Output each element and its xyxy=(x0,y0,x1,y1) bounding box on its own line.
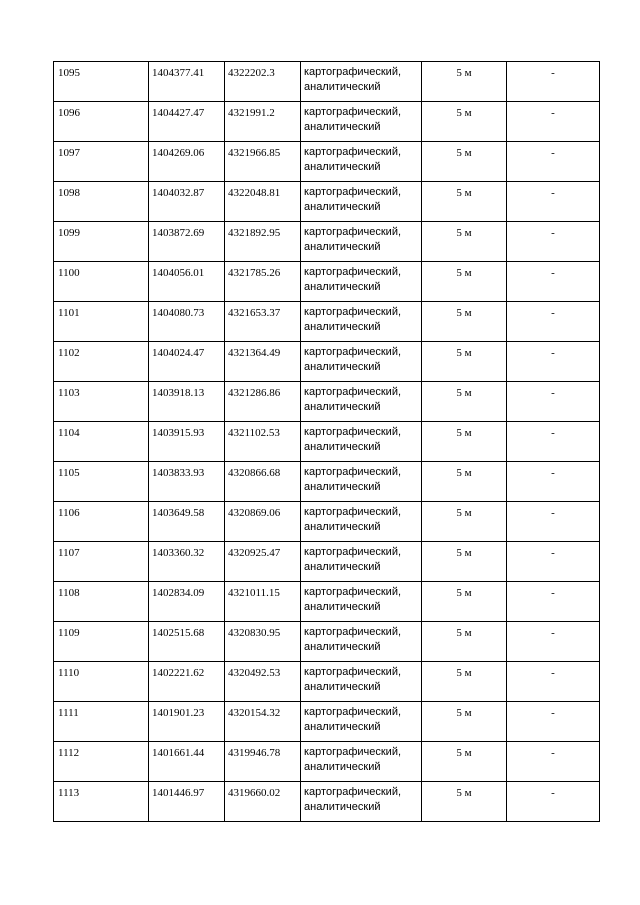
point-number: 1099 xyxy=(54,222,149,262)
determination-method: картографический, аналитический xyxy=(301,182,422,222)
coordinate-y: 4320866.68 xyxy=(225,462,301,502)
coordinate-y: 4321102.53 xyxy=(225,422,301,462)
determination-method: картографический, аналитический xyxy=(301,462,422,502)
point-number: 1100 xyxy=(54,262,149,302)
table-row xyxy=(54,462,600,502)
note: - xyxy=(507,542,600,582)
point-number: 1107 xyxy=(54,542,149,582)
accuracy: 5 м xyxy=(422,622,507,662)
note: - xyxy=(507,702,600,742)
coordinate-y: 4321785.26 xyxy=(225,262,301,302)
point-number: 1112 xyxy=(54,742,149,782)
point-number: 1098 xyxy=(54,182,149,222)
point-number: 1105 xyxy=(54,462,149,502)
accuracy: 5 м xyxy=(422,662,507,702)
coordinate-x: 1401901.23 xyxy=(149,702,225,742)
point-number: 1103 xyxy=(54,382,149,422)
table-row xyxy=(54,662,600,702)
coordinate-y: 4320869.06 xyxy=(225,502,301,542)
determination-method: картографический, аналитический xyxy=(301,142,422,182)
determination-method: картографический, аналитический xyxy=(301,622,422,662)
coordinate-x: 1403833.93 xyxy=(149,462,225,502)
accuracy: 5 м xyxy=(422,782,507,822)
coordinate-x: 1402834.09 xyxy=(149,582,225,622)
coordinate-y: 4320925.47 xyxy=(225,542,301,582)
determination-method: картографический, аналитический xyxy=(301,422,422,462)
determination-method: картографический, аналитический xyxy=(301,782,422,822)
note: - xyxy=(507,742,600,782)
table-row xyxy=(54,182,600,222)
coordinate-y: 4319946.78 xyxy=(225,742,301,782)
table-row xyxy=(54,382,600,422)
coordinate-y: 4322048.81 xyxy=(225,182,301,222)
table-row xyxy=(54,422,600,462)
determination-method: картографический, аналитический xyxy=(301,302,422,342)
coordinate-x: 1404377.41 xyxy=(149,62,225,102)
table-row xyxy=(54,102,600,142)
document-page xyxy=(53,61,599,822)
note: - xyxy=(507,462,600,502)
determination-method: картографический, аналитический xyxy=(301,62,422,102)
coordinate-x: 1404269.06 xyxy=(149,142,225,182)
determination-method: картографический, аналитический xyxy=(301,262,422,302)
note: - xyxy=(507,782,600,822)
accuracy: 5 м xyxy=(422,462,507,502)
coordinate-x: 1402221.62 xyxy=(149,662,225,702)
coordinate-x: 1404024.47 xyxy=(149,342,225,382)
accuracy: 5 м xyxy=(422,262,507,302)
point-number: 1109 xyxy=(54,622,149,662)
coordinate-x: 1404427.47 xyxy=(149,102,225,142)
point-number: 1106 xyxy=(54,502,149,542)
table-row xyxy=(54,582,600,622)
coordinate-y: 4321364.49 xyxy=(225,342,301,382)
accuracy: 5 м xyxy=(422,582,507,622)
table-row xyxy=(54,742,600,782)
accuracy: 5 м xyxy=(422,542,507,582)
accuracy: 5 м xyxy=(422,62,507,102)
determination-method: картографический, аналитический xyxy=(301,342,422,382)
coordinate-y: 4321991.2 xyxy=(225,102,301,142)
note: - xyxy=(507,382,600,422)
coordinate-y: 4320154.32 xyxy=(225,702,301,742)
coordinate-y: 4322202.3 xyxy=(225,62,301,102)
note: - xyxy=(507,622,600,662)
point-number: 1108 xyxy=(54,582,149,622)
accuracy: 5 м xyxy=(422,102,507,142)
coordinate-x: 1402515.68 xyxy=(149,622,225,662)
accuracy: 5 м xyxy=(422,382,507,422)
point-number: 1104 xyxy=(54,422,149,462)
coordinate-x: 1403915.93 xyxy=(149,422,225,462)
table-row xyxy=(54,782,600,822)
note: - xyxy=(507,262,600,302)
accuracy: 5 м xyxy=(422,142,507,182)
table-row xyxy=(54,142,600,182)
note: - xyxy=(507,342,600,382)
point-number: 1101 xyxy=(54,302,149,342)
determination-method: картографический, аналитический xyxy=(301,502,422,542)
note: - xyxy=(507,502,600,542)
note: - xyxy=(507,662,600,702)
table-row xyxy=(54,222,600,262)
coordinate-y: 4321653.37 xyxy=(225,302,301,342)
coordinate-y: 4320492.53 xyxy=(225,662,301,702)
determination-method: картографический, аналитический xyxy=(301,582,422,622)
point-number: 1110 xyxy=(54,662,149,702)
determination-method: картографический, аналитический xyxy=(301,662,422,702)
coordinate-x: 1404056.01 xyxy=(149,262,225,302)
coordinate-y: 4321286.86 xyxy=(225,382,301,422)
determination-method: картографический, аналитический xyxy=(301,102,422,142)
table-row xyxy=(54,502,600,542)
coordinate-x: 1404080.73 xyxy=(149,302,225,342)
accuracy: 5 м xyxy=(422,742,507,782)
coordinate-y: 4319660.02 xyxy=(225,782,301,822)
coordinate-x: 1403872.69 xyxy=(149,222,225,262)
coordinate-x: 1403649.58 xyxy=(149,502,225,542)
coordinates-table xyxy=(53,61,600,822)
table-row xyxy=(54,542,600,582)
note: - xyxy=(507,182,600,222)
table-row xyxy=(54,302,600,342)
coordinates-table-body xyxy=(54,62,600,822)
coordinate-y: 4321966.85 xyxy=(225,142,301,182)
note: - xyxy=(507,422,600,462)
table-row xyxy=(54,342,600,382)
coordinate-y: 4321011.15 xyxy=(225,582,301,622)
point-number: 1097 xyxy=(54,142,149,182)
accuracy: 5 м xyxy=(422,702,507,742)
coordinate-x: 1401446.97 xyxy=(149,782,225,822)
determination-method: картографический, аналитический xyxy=(301,542,422,582)
point-number: 1095 xyxy=(54,62,149,102)
accuracy: 5 м xyxy=(422,182,507,222)
coordinate-x: 1403918.13 xyxy=(149,382,225,422)
accuracy: 5 м xyxy=(422,302,507,342)
note: - xyxy=(507,222,600,262)
table-row xyxy=(54,262,600,302)
note: - xyxy=(507,102,600,142)
note: - xyxy=(507,62,600,102)
determination-method: картографический, аналитический xyxy=(301,382,422,422)
note: - xyxy=(507,302,600,342)
accuracy: 5 м xyxy=(422,502,507,542)
table-row xyxy=(54,62,600,102)
determination-method: картографический, аналитический xyxy=(301,742,422,782)
point-number: 1111 xyxy=(54,702,149,742)
note: - xyxy=(507,142,600,182)
coordinate-x: 1401661.44 xyxy=(149,742,225,782)
coordinate-y: 4320830.95 xyxy=(225,622,301,662)
coordinate-x: 1404032.87 xyxy=(149,182,225,222)
point-number: 1113 xyxy=(54,782,149,822)
accuracy: 5 м xyxy=(422,342,507,382)
accuracy: 5 м xyxy=(422,222,507,262)
point-number: 1096 xyxy=(54,102,149,142)
determination-method: картографический, аналитический xyxy=(301,702,422,742)
note: - xyxy=(507,582,600,622)
accuracy: 5 м xyxy=(422,422,507,462)
table-row xyxy=(54,702,600,742)
determination-method: картографический, аналитический xyxy=(301,222,422,262)
point-number: 1102 xyxy=(54,342,149,382)
coordinate-x: 1403360.32 xyxy=(149,542,225,582)
coordinate-y: 4321892.95 xyxy=(225,222,301,262)
table-row xyxy=(54,622,600,662)
